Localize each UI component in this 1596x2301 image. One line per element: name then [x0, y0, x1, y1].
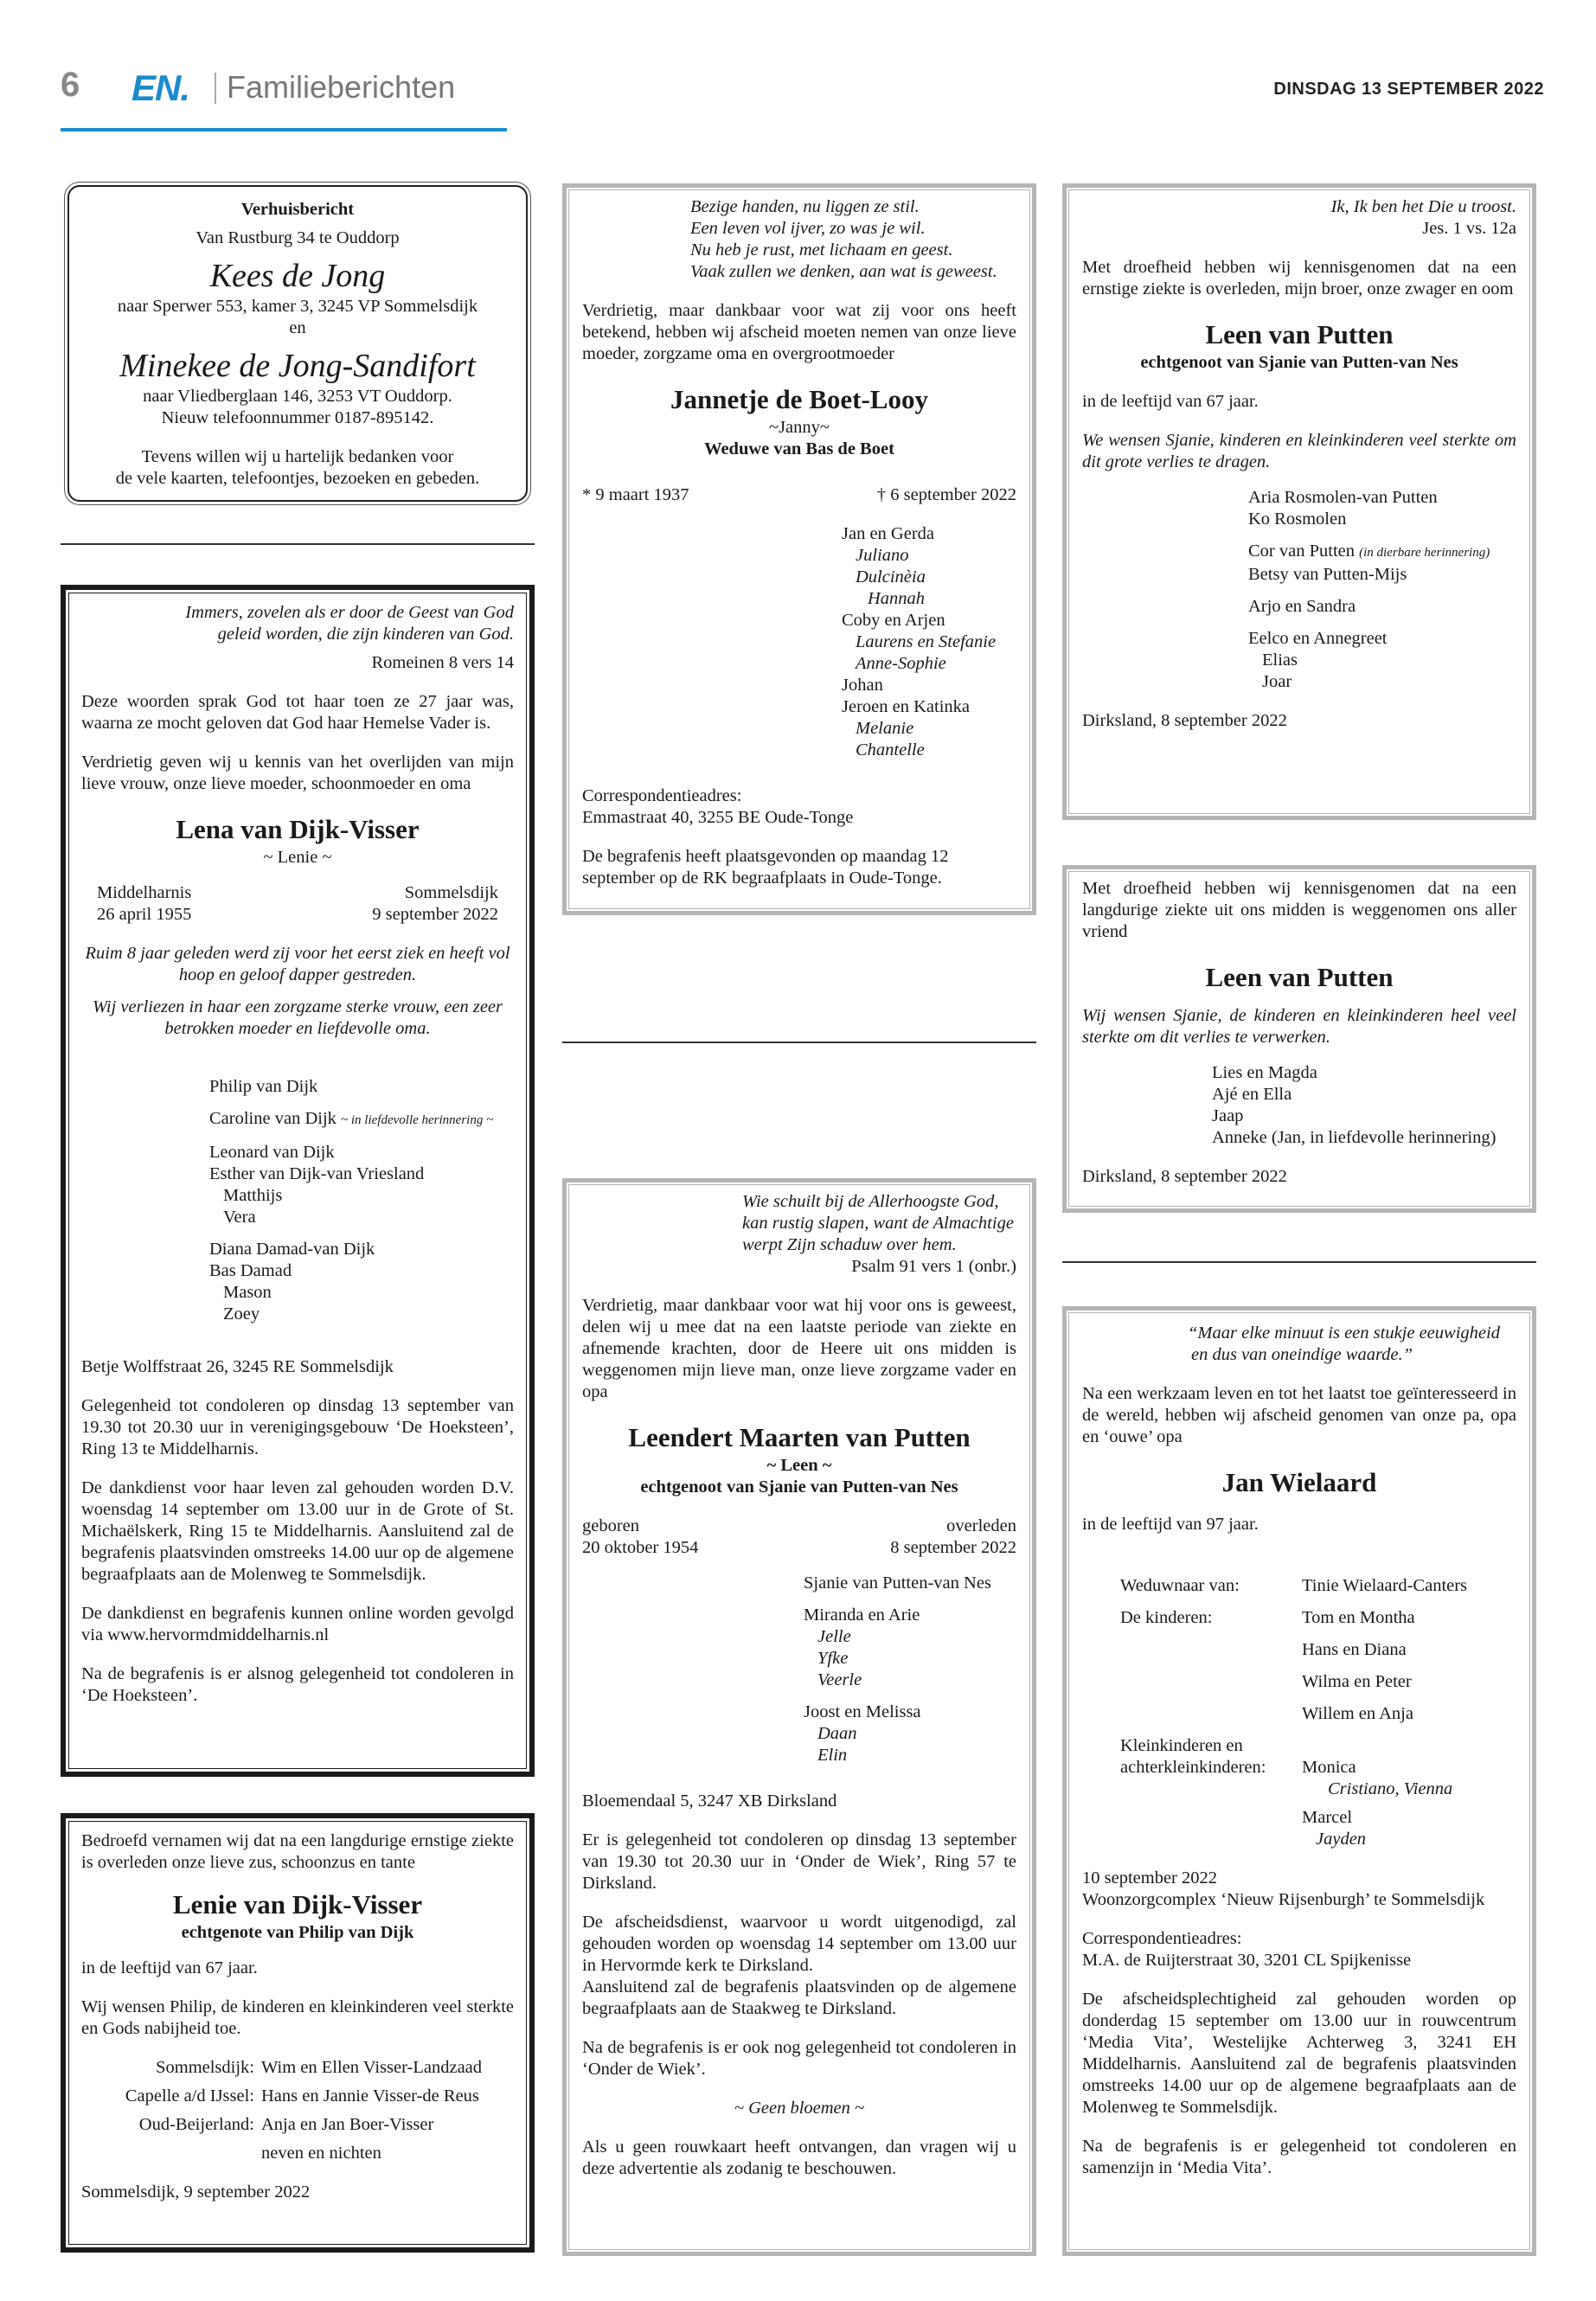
jannetje-born: * 9 maart 1937	[582, 485, 689, 504]
verhuis-name-2: Minekee de Jong-Sandifort	[119, 348, 476, 384]
leen1-name: Leen van Putten	[1205, 319, 1394, 349]
lena-quote-1: Immers, zovelen als er door de Geest van God	[185, 603, 514, 622]
column-separator	[61, 543, 535, 545]
leendert-dates	[582, 1516, 1016, 1559]
leen1-paragraph-1: Met droefheid hebben wij kennisgenomen dat na een ernstige ziekte is overleden, mijn broer, onze zwager en oom	[1082, 258, 1516, 298]
lenie-van-dijk-visser-ad	[61, 1813, 535, 2253]
lenie-place-date: Sommelsdijk, 9 september 2022	[81, 2182, 311, 2202]
family-member: Jaap	[1212, 1106, 1244, 1125]
leendert-address: Bloemendaal 5, 3247 XB Dirksland	[582, 1791, 837, 1811]
lena-born-date: 26 april 1955	[97, 905, 192, 924]
jannetje-subtitle: Weduwe van Bas de Boet	[704, 439, 894, 458]
family-member: Elias	[1262, 651, 1298, 670]
lena-paragraph-4: De dankdienst voor haar leven zal gehouden worden D.V. woensdag 14 september om 13.00 uur in de Grote of St. Michaëlskerk, Ring 15 te Middelharnis. Aansluitend zal de begrafenis plaatsvinden omstreeks 14.00 uur op de algemene begraafplaats aan de Molenweg te Sommelsdijk.	[81, 1478, 514, 1584]
jan-quote	[1082, 1323, 1516, 1366]
leendert-paragraph-5: Na de begrafenis is er ook nog gelegenheid tot condoleren in ‘Onder de Wiek’.	[582, 2038, 1016, 2079]
lena-paragraph-1: Deze woorden sprak God tot haar toen ze 27 jaar was, waarna ze mocht geloven dat God haar Hemelse Vader is.	[81, 692, 514, 733]
lena-died-date: 9 september 2022	[372, 905, 498, 924]
jannetje-poem	[582, 196, 1016, 283]
leendert-paragraph-4: Aansluitend zal de begrafenis plaatsvinden op de algemene begraafplaats aan de Staakweg te Dirksland.	[582, 1977, 1016, 2018]
family-member: Jeroen en Katinka	[842, 697, 970, 716]
family-member: Sjanie van Putten-van Nes	[804, 1574, 991, 1593]
family-relation: Weduwnaar van:	[1120, 1576, 1240, 1595]
family-member: Wim en Ellen Visser-Landzaad	[261, 2058, 483, 2077]
column-separator	[1062, 1261, 1536, 1263]
lena-paragraph-5: De dankdienst en begrafenis kunnen online worden gevolgd via www.hervormdmiddelharnis.nl	[81, 1604, 514, 1644]
family-member: Miranda en Arie	[804, 1606, 920, 1625]
poem-line: Nu heb je rust, met lichaam en geest.	[690, 240, 953, 260]
family-member: Anne-Sophie	[856, 654, 946, 673]
poem-line: Een leven vol ijver, zo was je wil.	[690, 219, 926, 238]
lena-died-place: Sommelsdijk	[404, 883, 498, 902]
section-title: Familieberichten	[227, 69, 456, 105]
family-member: Daan	[817, 1724, 857, 1743]
remembrance-note: ~ in liefdevolle herinnering ~	[341, 1113, 494, 1127]
leendert-poem	[582, 1191, 1016, 1256]
leendert-no-flowers: ~ Geen bloemen ~	[734, 2099, 865, 2118]
family-relation: Kleinkinderen en	[1120, 1736, 1243, 1755]
header-underline	[61, 128, 507, 131]
leendert-quote-ref: Psalm 91 vers 1 (onbr.)	[851, 1257, 1016, 1276]
leen-van-putten-friends-ad	[1062, 865, 1536, 1213]
leen1-place-date: Dirksland, 8 september 2022	[1082, 711, 1287, 730]
lenie-age: in de leeftijd van 67 jaar.	[81, 1958, 258, 1977]
lenie-name: Lenie van Dijk-Visser	[172, 1889, 423, 1920]
family-member: Betsy van Putten-Mijs	[1248, 565, 1407, 584]
jannetje-paragraph-1: Verdrietig, maar dankbaar voor wat zij voor ons heeft betekend, hebben wij afscheid moeten nemen van onze lieve moeder, zorgzame oma en overgrootmoeder	[582, 301, 1016, 363]
leendert-family	[582, 1573, 1016, 1766]
family-member: Yfke	[817, 1649, 849, 1668]
family-member: Jelle	[817, 1627, 851, 1646]
leen1-quote: Ik, Ik ben het Die u troost.	[1330, 197, 1516, 216]
verhuis-thanks-1: Tevens willen wij u hartelijk bedanken voor	[141, 447, 454, 466]
lena-nickname: ~ Lenie ~	[263, 848, 332, 867]
jannetje-name: Jannetje de Boet-Looy	[670, 384, 928, 414]
jan-address: M.A. de Ruijterstraat 30, 3201 CL Spijkenisse	[1082, 1951, 1412, 1970]
verhuis-en: en	[289, 318, 306, 337]
family-member: Caroline van Dijk	[209, 1109, 337, 1128]
newspaper-logo: EN.	[131, 67, 190, 108]
leen2-place-date: Dirksland, 8 september 2022	[1082, 1167, 1287, 1186]
family-member: Cristiano, Vienna	[1328, 1779, 1453, 1798]
family-member: Anneke (Jan, in liefdevolle herinnering)	[1212, 1128, 1497, 1147]
family-member: Tinie Wielaard-Canters	[1302, 1576, 1468, 1595]
family-place: Capelle a/d IJssel:	[125, 2086, 254, 2106]
column-separator	[562, 1042, 1036, 1043]
family-member: Coby en Arjen	[842, 611, 945, 630]
family-member: Hannah	[868, 589, 926, 608]
family-member: Laurens en Stefanie	[856, 632, 997, 651]
jan-name: Jan Wielaard	[1221, 1467, 1377, 1497]
jannetje-corr-label: Correspondentieadres:	[582, 786, 742, 805]
verhuis-address-2: naar Vliedberglaan 146, 3253 VT Ouddorp.	[143, 387, 452, 406]
family-member: Joar	[1262, 672, 1292, 691]
leen1-family	[1082, 487, 1516, 693]
family-place: Sommelsdijk:	[156, 2058, 254, 2077]
leen2-family	[1082, 1062, 1516, 1149]
lena-paragraph-6: Na de begrafenis is er alsnog gelegenheid tot condoleren in ‘De Hoeksteen’.	[81, 1664, 514, 1705]
family-place: Oud-Beijerland:	[138, 2115, 254, 2134]
poem-line: kan rustig slapen, want de Almachtige	[742, 1214, 1014, 1233]
family-member: Marcel	[1302, 1808, 1353, 1827]
jannetje-nickname: ~Janny~	[768, 418, 830, 437]
jan-paragraph-3: Na de begrafenis is er gelegenheid tot condoleren en samenzijn in ‘Media Vita’.	[1082, 2137, 1516, 2177]
leendert-subtitle: echtgenoot van Sjanie van Putten-van Nes	[640, 1477, 958, 1497]
family-member: Willem en Anja	[1302, 1704, 1413, 1723]
jannetje-de-boet-looy-ad	[562, 183, 1036, 915]
leendert-name: Leendert Maarten van Putten	[628, 1422, 971, 1452]
family-member: Diana Damad-van Dijk	[209, 1240, 375, 1259]
leendert-paragraph-6: Als u geen rouwkaart heeft ontvangen, dan vragen wij u deze advertentie als zodanig te beschouwen.	[582, 2138, 1016, 2178]
family-member: Chantelle	[856, 740, 925, 760]
leen2-italic: Wij wensen Sjanie, de kinderen en kleinkinderen heel veel sterkte om dit verlies te verwerken.	[1082, 1006, 1516, 1047]
family-member: Cor van Putten	[1248, 542, 1355, 561]
issue-date: DINSDAG 13 SEPTEMBER 2022	[1273, 80, 1544, 99]
lena-paragraph-3: Gelegenheid tot condoleren op dinsdag 13 september van 19.30 tot 20.30 uur in verenigingsgebouw ‘De Hoeksteen’, Ring 13 te Middelharnis.	[81, 1396, 514, 1458]
family-member: Tom en Montha	[1302, 1608, 1415, 1627]
family-member: Monica	[1302, 1758, 1356, 1777]
quote-line: en dus van oneindige waarde.”	[1191, 1345, 1413, 1364]
lena-family	[81, 1076, 514, 1325]
lena-italic-2: Wij verliezen in haar een zorgzame sterke vrouw, een zeer betrokken moeder en liefdevolle oma.	[92, 997, 503, 1038]
jannetje-address: Emmastraat 40, 3255 BE Oude-Tonge	[582, 808, 854, 827]
family-member: Joost en Melissa	[804, 1702, 921, 1721]
leendert-died-label: overleden	[946, 1516, 1016, 1535]
lena-address: Betje Wolffstraat 26, 3245 RE Sommelsdijk	[81, 1357, 394, 1376]
jannetje-paragraph-2: De begrafenis heeft plaatsgevonden op maandag 12 september op de RK begraafplaats in Oude-Tonge.	[582, 847, 949, 888]
family-member: Ko Rosmolen	[1248, 510, 1347, 529]
family-member: Lies en Magda	[1212, 1063, 1317, 1082]
verhuis-thanks-2: de vele kaarten, telefoontjes, bezoeken en gebeden.	[115, 469, 480, 488]
leen-van-putten-family-ad	[1062, 183, 1536, 820]
verhuis-name-1: Kees de Jong	[209, 258, 386, 294]
family-member: Jayden	[1316, 1830, 1367, 1849]
leen2-paragraph-1: Met droefheid hebben wij kennisgenomen dat na een langdurige ziekte uit ons midden is weggenomen ons aller vriend	[1082, 879, 1516, 941]
poem-line: Vaak zullen we denken, aan wat is geweest.	[690, 262, 997, 281]
family-member: Zoey	[223, 1304, 260, 1324]
lena-born-place: Middelharnis	[97, 883, 192, 902]
family-member: Ajé en Ella	[1212, 1085, 1292, 1104]
jan-corr-label: Correspondentieadres:	[1082, 1929, 1242, 1948]
family-member: Melanie	[856, 719, 914, 738]
jannetje-dates	[582, 484, 1016, 506]
family-member: Elin	[817, 1746, 848, 1765]
family-member: Veerle	[817, 1670, 862, 1689]
leen1-subtitle: echtgenoot van Sjanie van Putten-van Nes	[1140, 353, 1458, 372]
jan-paragraph-1: Na een werkzaam leven en tot het laatst toe geïnteresseerd in de wereld, hebben wij afscheid genomen van onze pa, opa en ‘ouwe’ opa	[1082, 1384, 1516, 1446]
lena-italic-1: Ruim 8 jaar geleden werd zij voor het eerst ziek en heeft vol hoop en geloof dapper gestreden.	[85, 944, 510, 984]
leendert-died: 8 september 2022	[890, 1538, 1016, 1557]
leendert-maarten-van-putten-ad	[562, 1178, 1036, 2256]
family-member: Eelco en Annegreet	[1248, 629, 1388, 648]
jan-age: in de leeftijd van 97 jaar.	[1082, 1515, 1259, 1534]
verhuis-title: Verhuisbericht	[240, 200, 355, 219]
lenie-family	[81, 2057, 514, 2164]
family-member: Philip van Dijk	[209, 1077, 318, 1096]
family-member: Esther van Dijk-van Vriesland	[209, 1164, 425, 1183]
page-header	[61, 61, 1544, 130]
lenie-subtitle: echtgenote van Philip van Dijk	[181, 1923, 414, 1942]
family-member: Jan en Gerda	[842, 524, 935, 543]
header-divider	[215, 73, 216, 104]
poem-line: Wie schuilt bij de Allerhoogste God,	[742, 1192, 999, 1211]
lena-quote-2: geleid worden, die zijn kinderen van God.	[217, 625, 514, 644]
family-relation: De kinderen:	[1120, 1608, 1213, 1627]
family-member: Bas Damad	[209, 1261, 292, 1280]
family-member: Arjo en Sandra	[1248, 597, 1356, 616]
jan-family	[1082, 1575, 1516, 1850]
verhuis-address-1: naar Sperwer 553, kamer 3, 3245 VP Sommelsdijk	[117, 297, 478, 316]
jannetje-family	[582, 523, 1016, 761]
leendert-paragraph-2: Er is gelegenheid tot condoleren op dinsdag 13 september van 19.30 tot 20.30 uur in ‘Onder de Wiek’, Ring 57 te Dirksland.	[582, 1830, 1016, 1893]
lena-quote-ref: Romeinen 8 vers 14	[371, 653, 514, 672]
leendert-nickname: ~ Leen ~	[766, 1456, 832, 1475]
poem-line: werpt Zijn schaduw over hem.	[742, 1235, 957, 1254]
lenie-paragraph-1: Bedroefd vernamen wij dat na een langdurige ernstige ziekte is overleden onze lieve zus, schoonzus en tante	[81, 1831, 514, 1872]
jannetje-died: † 6 september 2022	[876, 485, 1016, 504]
leendert-born: 20 oktober 1954	[582, 1538, 699, 1557]
lenie-paragraph-2: Wij wensen Philip, de kinderen en kleinkinderen veel sterkte en Gods nabijheid toe.	[81, 1997, 514, 2038]
leen1-quote-ref: Jes. 1 vs. 12a	[1422, 219, 1516, 238]
leen1-age: in de leeftijd van 67 jaar.	[1082, 392, 1259, 411]
leendert-born-label: geboren	[582, 1516, 640, 1535]
quote-line: “Maar elke minuut is een stukje eeuwigheid	[1188, 1324, 1500, 1343]
family-member: Aria Rosmolen-van Putten	[1248, 488, 1438, 507]
poem-line: Bezige handen, nu liggen ze stil.	[690, 197, 920, 216]
leendert-paragraph-1: Verdrietig, maar dankbaar voor wat hij voor ons is geweest, delen wij u mee dat na een laatste periode van ziekte en afnemende krachten, door de Heere uit ons midden is weggenomen mijn lieve man, onze lieve zorgzame vader en opa	[582, 1296, 1016, 1401]
leen2-name: Leen van Putten	[1205, 962, 1394, 992]
family-member: Dulcinèia	[856, 567, 926, 586]
family-member: Vera	[223, 1208, 256, 1227]
family-member: Juliano	[856, 546, 909, 565]
jan-place: Woonzorgcomplex ‘Nieuw Rijsenburgh’ te Sommelsdijk	[1082, 1890, 1485, 1909]
family-member: Leonard van Dijk	[209, 1143, 335, 1162]
leen1-italic: We wensen Sjanie, kinderen en kleinkinderen veel sterkte om dit grote verlies te dragen.	[1082, 431, 1516, 471]
family-member: Wilma en Peter	[1302, 1672, 1412, 1691]
family-member: Matthijs	[223, 1186, 283, 1205]
lena-name: Lena van Dijk-Visser	[176, 814, 420, 844]
leendert-paragraph-3: De afscheidsdienst, waarvoor u wordt uitgenodigd, zal gehouden worden op woensdag 14 september om 13.00 uur in Hervormde kerk te Dirksland.	[582, 1913, 1016, 1975]
family-member: Johan	[842, 676, 883, 695]
verhuis-phone: Nieuw telefoonnummer 0187-895142.	[161, 408, 434, 427]
lena-van-dijk-visser-ad	[61, 585, 535, 1777]
family-member: neven en nichten	[261, 2144, 381, 2163]
jan-wielaard-ad	[1062, 1306, 1536, 2256]
page-number: 6	[61, 66, 80, 104]
verhuisbericht-ad	[67, 185, 528, 502]
lena-paragraph-2: Verdrietig geven wij u kennis van het overlijden van mijn lieve vrouw, onze lieve moeder, schoonmoeder en oma	[81, 753, 514, 793]
family-member: Hans en Diana	[1302, 1640, 1407, 1659]
lena-dates	[81, 882, 514, 926]
family-member: Anja en Jan Boer-Visser	[261, 2115, 434, 2134]
family-member: Hans en Jannie Visser-de Reus	[261, 2086, 479, 2106]
family-relation: achterkleinkinderen:	[1120, 1758, 1266, 1777]
verhuis-from: Van Rustburg 34 te Ouddorp	[195, 228, 400, 247]
jan-date: 10 september 2022	[1082, 1868, 1217, 1888]
family-member: Mason	[223, 1283, 272, 1302]
jan-paragraph-2: De afscheidsplechtigheid zal gehouden worden op donderdag 15 september om 13.00 uur in rouwcentrum ‘Media Vita’, Westelijke Achterweg 3, 3241 EH Middelharnis. Aansluitend zal de begrafenis plaatsvinden omstreeks 14.00 uur op de algemene begraafplaats aan de Molenweg te Sommelsdijk.	[1082, 1990, 1516, 2117]
remembrance-note: (in dierbare herinnering)	[1359, 546, 1490, 560]
